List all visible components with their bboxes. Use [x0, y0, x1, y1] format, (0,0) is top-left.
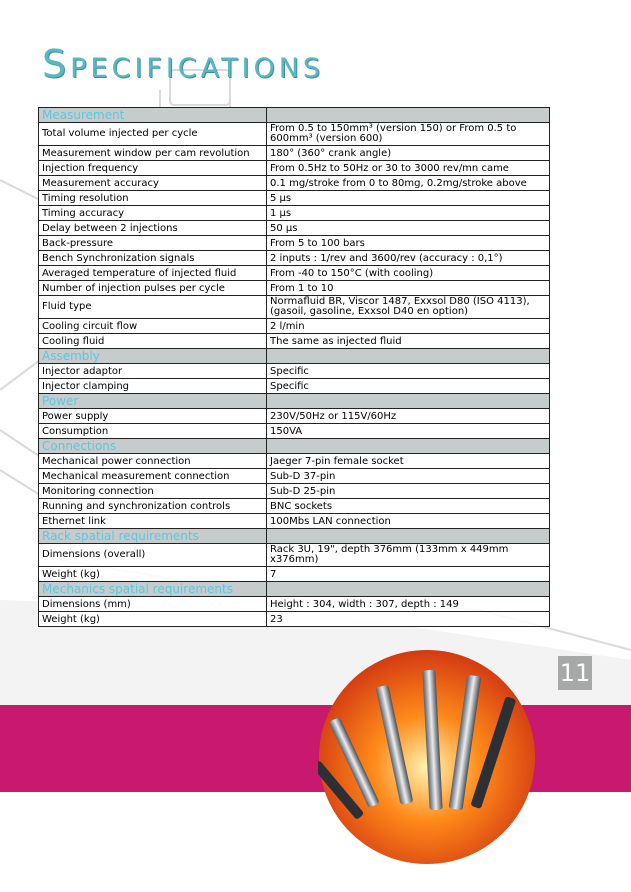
- spec-row: [39, 469, 550, 484]
- section-title: Mechanics spatial requirements: [39, 582, 267, 597]
- spec-key: Injector clamping: [39, 379, 267, 394]
- spec-key: Delay between 2 injections: [39, 221, 267, 236]
- section-title: Assembly: [39, 349, 267, 364]
- spec-key: Mechanical power connection: [39, 454, 267, 469]
- spec-row: [39, 514, 550, 529]
- spec-row: [39, 364, 550, 379]
- spec-value: 50 µs: [267, 221, 550, 236]
- spec-value: Normafluid BR, Viscor 1487, Exxsol D80 (ISO 4113), (gasoil, gasoline, Exxsol D40 en option): [267, 296, 550, 319]
- spec-key: Injector adaptor: [39, 364, 267, 379]
- spec-row: [39, 612, 550, 627]
- spec-key: Measurement accuracy: [39, 176, 267, 191]
- spec-value: Specific: [267, 364, 550, 379]
- spec-row: [39, 319, 550, 334]
- section-filler-cell: [267, 582, 550, 597]
- section-title: Measurement: [39, 108, 267, 123]
- spec-key: Weight (kg): [39, 567, 267, 582]
- page-number: 11: [558, 656, 592, 690]
- spec-row: [39, 454, 550, 469]
- spec-value: 5 µs: [267, 191, 550, 206]
- spec-key: Timing accuracy: [39, 206, 267, 221]
- section-header-row: [39, 582, 550, 597]
- spec-value: 2 inputs : 1/rev and 3600/rev (accuracy : 0,1°): [267, 251, 550, 266]
- spec-row: [39, 161, 550, 176]
- section-filler-cell: [267, 529, 550, 544]
- spec-key: Back-pressure: [39, 236, 267, 251]
- spec-row: [39, 597, 550, 612]
- spec-key: Averaged temperature of injected fluid: [39, 266, 267, 281]
- spec-row: [39, 206, 550, 221]
- section-filler-cell: [267, 349, 550, 364]
- spec-key: Measurement window per cam revolution: [39, 146, 267, 161]
- spec-row: [39, 544, 550, 567]
- spec-value: 2 l/min: [267, 319, 550, 334]
- spec-row: [39, 296, 550, 319]
- spec-row: [39, 567, 550, 582]
- spec-value: Height : 304, width : 307, depth : 149: [267, 597, 550, 612]
- spec-value: Sub-D 25-pin: [267, 484, 550, 499]
- section-header-row: [39, 394, 550, 409]
- spec-row: [39, 424, 550, 439]
- section-title: Rack spatial requirements: [39, 529, 267, 544]
- spec-value: From 5 to 100 bars: [267, 236, 550, 251]
- spec-value: Jaeger 7-pin female socket: [267, 454, 550, 469]
- spec-value: 230V/50Hz or 115V/60Hz: [267, 409, 550, 424]
- spec-value: Rack 3U, 19", depth 376mm (133mm x 449mm x376mm): [267, 544, 550, 567]
- section-header-row: [39, 108, 550, 123]
- spec-key: Number of injection pulses per cycle: [39, 281, 267, 296]
- spec-key: Fluid type: [39, 296, 267, 319]
- section-title: Power: [39, 394, 267, 409]
- spec-key: Consumption: [39, 424, 267, 439]
- spec-value: 150VA: [267, 424, 550, 439]
- spec-value: Specific: [267, 379, 550, 394]
- spec-value: 180° (360° crank angle): [267, 146, 550, 161]
- spec-row: [39, 334, 550, 349]
- spec-row: [39, 379, 550, 394]
- spec-key: Weight (kg): [39, 612, 267, 627]
- spec-value: From 0.5Hz to 50Hz or 30 to 3000 rev/mn came: [267, 161, 550, 176]
- spec-key: Cooling fluid: [39, 334, 267, 349]
- spec-key: Total volume injected per cycle: [39, 123, 267, 146]
- spec-key: Cooling circuit flow: [39, 319, 267, 334]
- spec-row: [39, 484, 550, 499]
- spec-row: [39, 236, 550, 251]
- spec-row: [39, 499, 550, 514]
- spec-key: Mechanical measurement connection: [39, 469, 267, 484]
- pink-band: [0, 705, 631, 792]
- spec-key: Running and synchronization controls: [39, 499, 267, 514]
- spec-value: 23: [267, 612, 550, 627]
- spec-value: The same as injected fluid: [267, 334, 550, 349]
- spec-row: [39, 176, 550, 191]
- section-header-row: [39, 529, 550, 544]
- spec-row: [39, 123, 550, 146]
- spec-row: [39, 281, 550, 296]
- spec-row: [39, 251, 550, 266]
- spec-key: Timing resolution: [39, 191, 267, 206]
- injectors-photo: [318, 645, 536, 865]
- section-filler-cell: [267, 439, 550, 454]
- spec-key: Ethernet link: [39, 514, 267, 529]
- spec-key: Dimensions (overall): [39, 544, 267, 567]
- spec-row: [39, 409, 550, 424]
- section-title: Connections: [39, 439, 267, 454]
- spec-key: Monitoring connection: [39, 484, 267, 499]
- spec-row: [39, 221, 550, 236]
- specifications-table: [38, 107, 550, 627]
- section-filler-cell: [267, 108, 550, 123]
- spec-value: From 0.5 to 150mm³ (version 150) or From 0.5 to 600mm³ (version 600): [267, 123, 550, 146]
- spec-value: From -40 to 150°C (with cooling): [267, 266, 550, 281]
- spec-value: 1 µs: [267, 206, 550, 221]
- spec-key: Injection frequency: [39, 161, 267, 176]
- spec-row: [39, 146, 550, 161]
- spec-value: Sub-D 37-pin: [267, 469, 550, 484]
- spec-row: [39, 191, 550, 206]
- spec-value: BNC sockets: [267, 499, 550, 514]
- spec-value: 7: [267, 567, 550, 582]
- spec-row: [39, 266, 550, 281]
- section-filler-cell: [267, 394, 550, 409]
- page-title: Specifications: [42, 42, 325, 86]
- spec-value: 100Mbs LAN connection: [267, 514, 550, 529]
- spec-key: Bench Synchronization signals: [39, 251, 267, 266]
- spec-key: Power supply: [39, 409, 267, 424]
- spec-value: From 1 to 10: [267, 281, 550, 296]
- section-header-row: [39, 439, 550, 454]
- section-header-row: [39, 349, 550, 364]
- spec-key: Dimensions (mm): [39, 597, 267, 612]
- spec-value: 0.1 mg/stroke from 0 to 80mg, 0.2mg/stroke above: [267, 176, 550, 191]
